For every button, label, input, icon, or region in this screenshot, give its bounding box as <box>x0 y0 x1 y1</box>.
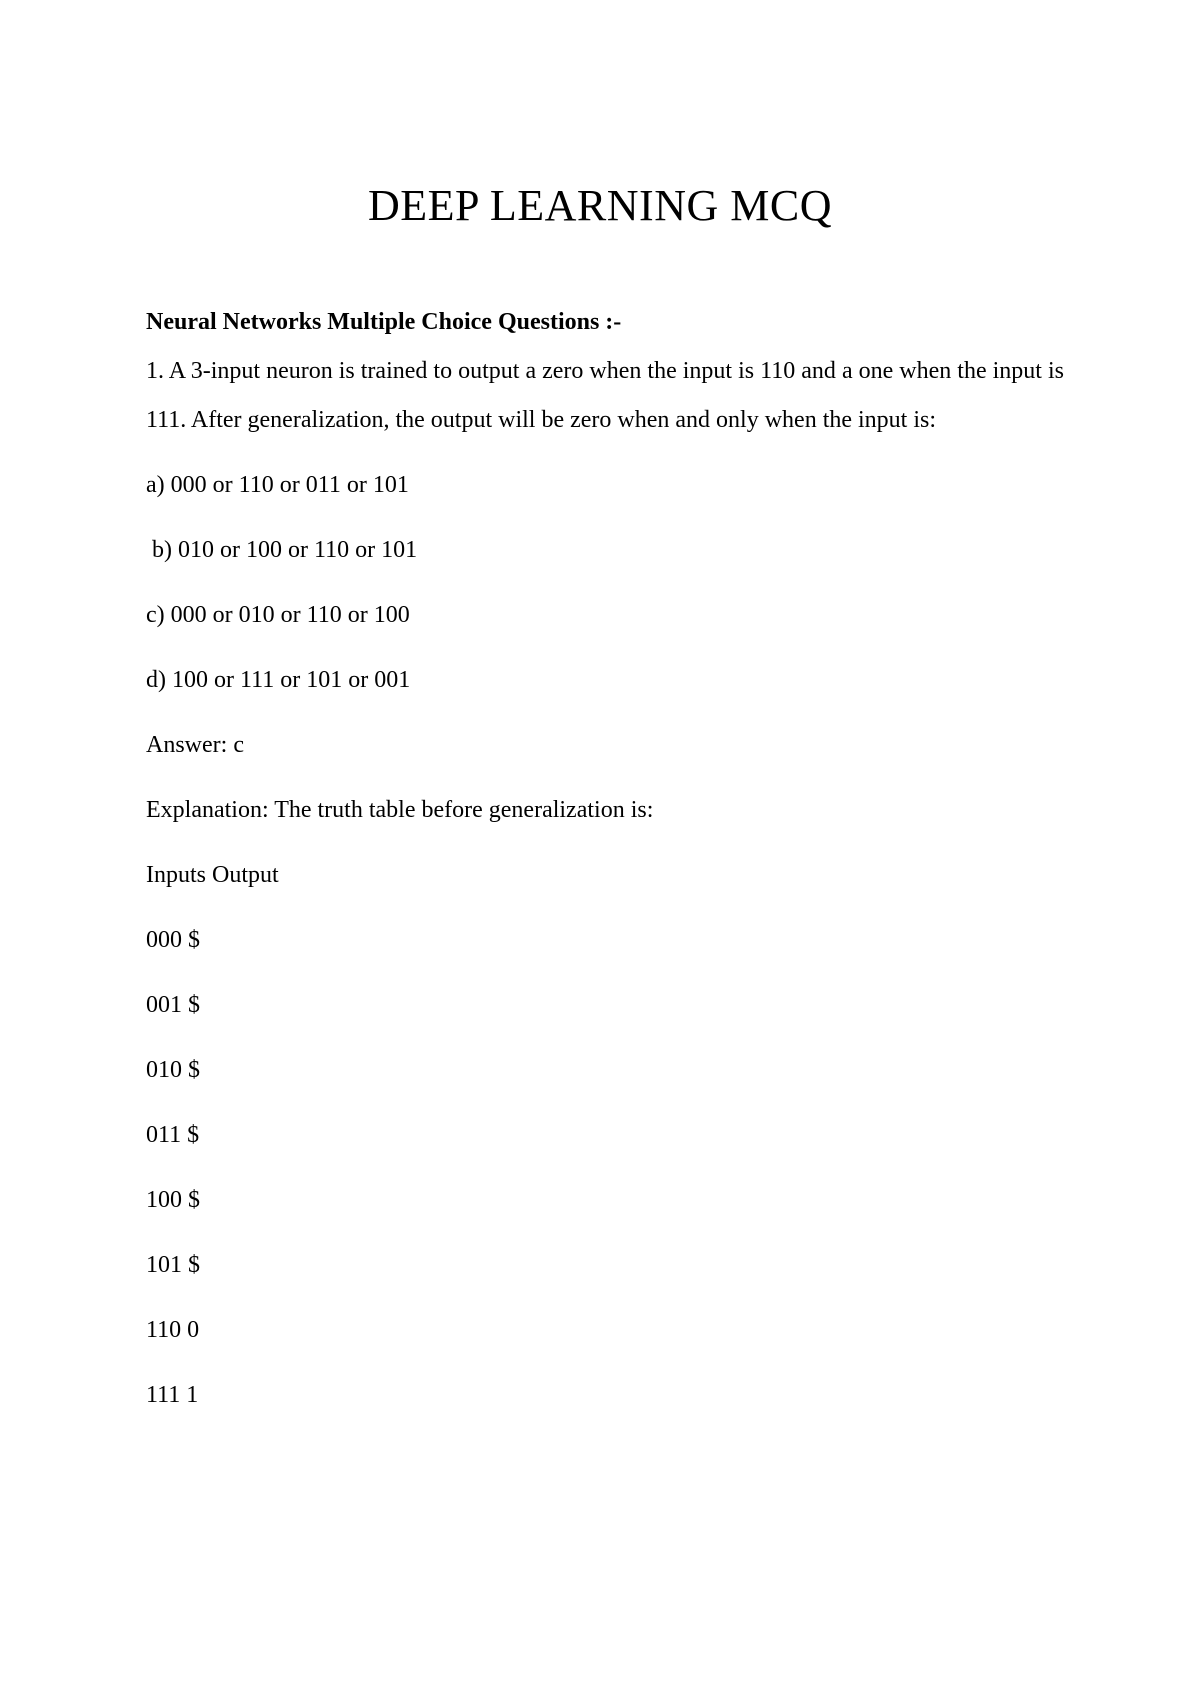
option-d: d) 100 or 111 or 101 or 001 <box>146 667 411 693</box>
section-heading: Neural Networks Multiple Choice Questions :- <box>146 309 622 335</box>
truth-table-row: 011 $ <box>146 1122 200 1148</box>
truth-table-row: 001 $ <box>146 992 200 1018</box>
truth-table-header: Inputs Output <box>146 862 279 888</box>
options-list <box>146 453 1064 713</box>
truth-table-row: 111 1 <box>146 1382 199 1408</box>
option-a: a) 000 or 110 or 011 or 101 <box>146 472 409 498</box>
truth-table-row: 000 $ <box>146 927 200 953</box>
truth-table <box>146 908 1064 1428</box>
answer-text: Answer: c <box>146 732 244 758</box>
truth-table-row: 100 $ <box>146 1187 200 1213</box>
truth-table-row: 101 $ <box>146 1252 200 1278</box>
question-text: 1. A 3-input neuron is trained to output a zero when the input is 110 and a one when the input is 111. After generalization, the output will be zero when and only when the input is: <box>146 358 1064 433</box>
document-title: DEEP LEARNING MCQ <box>368 181 832 230</box>
option-c: c) 000 or 010 or 110 or 100 <box>146 602 410 628</box>
option-b: b) 010 or 100 or 110 or 101 <box>152 537 418 563</box>
document-body <box>146 298 1064 1428</box>
truth-table-row: 110 0 <box>146 1317 200 1343</box>
explanation-text: Explanation: The truth table before generalization is: <box>146 797 654 823</box>
truth-table-row: 010 $ <box>146 1057 200 1083</box>
